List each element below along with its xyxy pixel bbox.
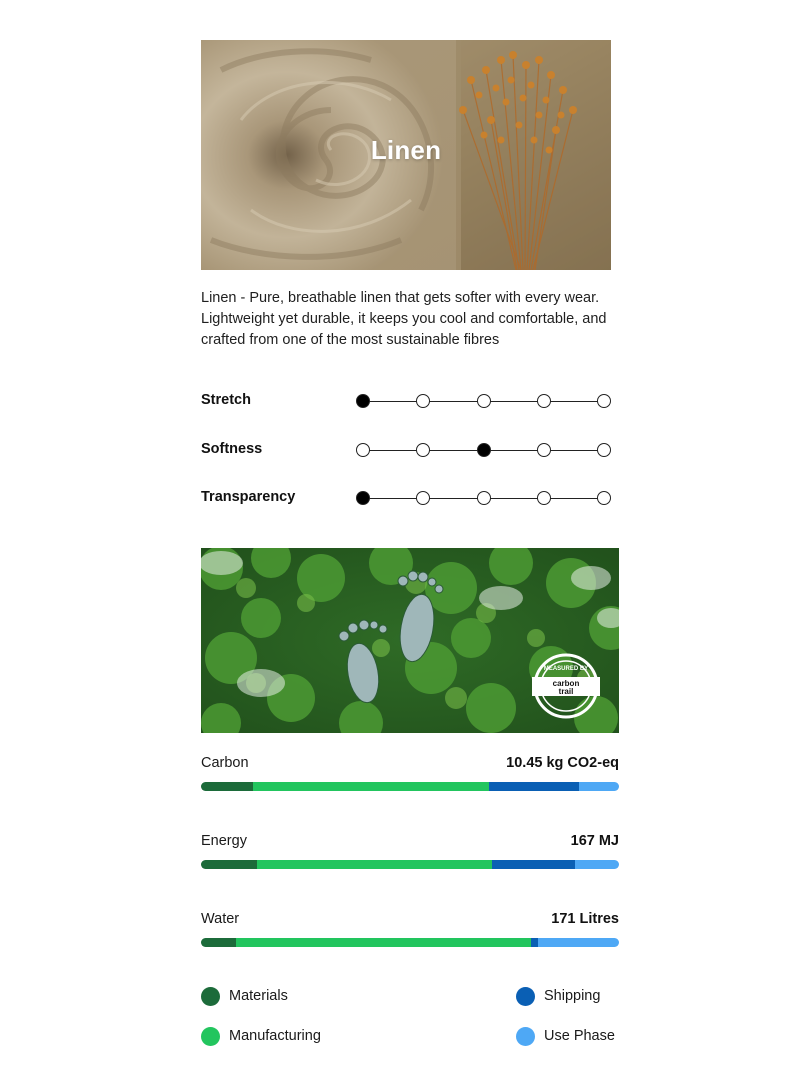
metric-water [201,911,619,951]
attribute-row-stretch [201,389,616,413]
badge-brand-line1: carbon [552,679,580,688]
badge-top-text: MEASURED BY [543,666,589,672]
scale-dot [416,443,430,457]
segment-use-phase [579,782,619,791]
scale-dot [356,443,370,457]
metric-energy [201,833,619,873]
attribute-label: Stretch [201,392,251,408]
segment-shipping [531,938,538,947]
metric-label: Carbon [201,755,249,771]
energy-breakdown-bar [201,860,619,869]
legend-label: Use Phase [544,1028,615,1044]
metric-value: 167 MJ [570,833,619,849]
legend-swatch [516,987,535,1006]
segment-materials [201,860,257,869]
stretch-scale [356,389,611,413]
scale-dot [537,443,551,457]
legend-swatch [516,1027,535,1046]
attribute-row-transparency [201,486,616,510]
segment-shipping [492,860,576,869]
carbon-trail-badge [526,646,606,726]
transparency-scale [356,486,611,510]
scale-dot-selected [356,394,370,408]
material-description: Linen - Pure, breathable linen that gets softer with every wear. Lightweight yet durable, it keeps you cool and comfortable, and crafted from one of the most sustainable fibres [201,290,607,348]
segment-materials [201,938,236,947]
carbon-breakdown-bar [201,782,619,791]
attribute-row-softness [201,438,616,462]
legend-item-use-phase [516,1026,620,1048]
legend-item-shipping [516,986,620,1008]
material-title: Linen [370,135,442,165]
legend-item-materials [201,986,341,1008]
scale-dot-selected [356,491,370,505]
legend-label: Materials [229,988,288,1004]
badge-brand-line2: trail [558,687,574,696]
segment-manufacturing [257,860,491,869]
segment-use-phase [538,938,619,947]
scale-dot [537,394,551,408]
legend-item-manufacturing [201,1026,341,1048]
scale-dot [477,394,491,408]
scale-dot-selected [477,443,491,457]
scale-dot [416,394,430,408]
segment-materials [201,782,253,791]
softness-scale [356,438,611,462]
scale-dot [597,491,611,505]
segment-use-phase [575,860,619,869]
linen-hero-image [201,40,611,270]
segment-manufacturing [253,782,489,791]
scale-dot [477,491,491,505]
legend-label: Shipping [544,988,601,1004]
metric-label: Energy [201,833,247,849]
segment-manufacturing [236,938,532,947]
legend-swatch [201,987,220,1006]
scale-dot [597,394,611,408]
scale-dot [537,491,551,505]
metric-value: 10.45 kg CO2-eq [506,755,619,771]
carbon-footprint-image [201,548,619,733]
legend-label: Manufacturing [229,1028,321,1044]
segment-shipping [489,782,579,791]
attribute-label: Softness [201,441,263,457]
metric-label: Water [201,911,240,927]
attribute-label: Transparency [201,489,296,505]
metric-value: 171 Litres [551,911,619,927]
scale-dot [416,491,430,505]
metric-carbon [201,755,619,795]
water-breakdown-bar [201,938,619,947]
legend-swatch [201,1027,220,1046]
scale-dot [597,443,611,457]
